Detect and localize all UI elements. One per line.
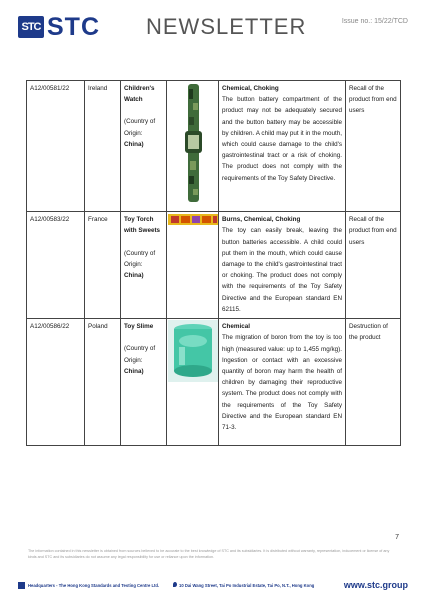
origin-value: China) — [124, 272, 144, 280]
reference-cell: A12/00581/22 — [27, 81, 85, 212]
page-header — [18, 14, 408, 40]
location-pin-icon — [173, 582, 177, 587]
measure-cell: Recall of the product from end users — [346, 81, 401, 212]
hazard-type: Chemical — [222, 323, 250, 331]
country-cell: Ireland — [85, 81, 121, 212]
stc-logo-text: STC — [47, 13, 100, 41]
website-link[interactable]: www.stc.group — [343, 580, 408, 590]
product-cell — [121, 81, 167, 212]
address-text — [173, 582, 314, 588]
hazard-description: The toy can easily break, leaving the button batteries accessible. A child could put them in the mouth, which could cause damage to the child's gastrointestinal tract or choking. The product does not comply with the requirements of the Toy Safety Directive and the European standard EN 62115. — [222, 227, 342, 313]
hazard-description: The migration of boron from the toy is too high (measured value: up to 1,455 mg/kg). Ingestion or contact with an excessive quantity of boron may harm the health of children by damaging their reproductive system. The product does not comply with the requirements of the Toy Safety Directive and the European standard EN 71-3. — [222, 334, 342, 432]
product-name: Toy Slime — [124, 323, 154, 331]
address-value: 10 Dai Wang Street, Tai Po Industrial Estate, Tai Po, N.T., Hong Kong — [179, 583, 315, 588]
reference-cell: A12/00586/22 — [27, 319, 85, 446]
hazard-type: Burns, Chemical, Choking — [222, 216, 301, 224]
product-cell — [121, 212, 167, 319]
recall-table — [26, 80, 401, 446]
page-number: 7 — [395, 534, 399, 541]
product-name: Children's Watch — [124, 85, 155, 104]
country-cell: Poland — [85, 319, 121, 446]
stc-logo-mark: STC — [18, 16, 44, 38]
measure-cell: Recall of the product from end users — [346, 212, 401, 319]
origin-value: China) — [124, 140, 144, 148]
hazard-cell — [219, 319, 346, 446]
country-cell: France — [85, 212, 121, 319]
origin-label: (Country of Origin: — [124, 345, 156, 364]
product-image-cell — [167, 212, 219, 319]
footer-bar — [18, 578, 408, 592]
disclaimer-text: The information contained in this newsletter is obtained from sources believed to be accurate to the best knowledge of STC and its subsidiaries. It is distributed without warranty, representation, inducement or license of any kinds and STC and its subsidiaries do not assume any legal responsibility for use or reliance upon the information. — [28, 549, 390, 559]
table-row — [27, 319, 401, 446]
headquarters-text: Headquarters - The Hong Kong Standards and Testing Centre Ltd. — [28, 582, 160, 588]
measure-cell: Destruction of the product — [346, 319, 401, 446]
hazard-description: The button battery compartment of the product may not be adequately secured and the button battery may be accessible by children. A child may put it in the mouth, which could cause damage to the child's gastrointestinal tract or a risk of choking. The product does not comply with the requirements of the Toy Safety Directive. — [222, 96, 342, 182]
hazard-type: Chemical, Choking — [222, 85, 279, 92]
origin-label: (Country of Origin: — [124, 118, 156, 137]
hazard-cell — [219, 212, 346, 319]
origin-value: China) — [124, 367, 144, 375]
torch-image — [167, 212, 219, 228]
slime-image — [167, 319, 219, 383]
product-name: Toy Torch with Sweets — [124, 216, 161, 235]
reference-cell: A12/00583/22 — [27, 212, 85, 319]
newsletter-title: NEWSLETTER — [146, 14, 307, 39]
origin-label: (Country of Origin: — [124, 249, 156, 268]
product-cell — [121, 319, 167, 446]
table-row — [27, 212, 401, 319]
product-image-cell — [167, 81, 219, 212]
issue-number: Issue no.: 15/22/TCD — [341, 18, 408, 25]
table-row — [27, 81, 401, 212]
hazard-cell — [219, 81, 346, 212]
stc-logo — [18, 14, 100, 40]
watch-image — [167, 81, 219, 207]
product-image-cell — [167, 319, 219, 446]
building-icon — [18, 582, 25, 589]
